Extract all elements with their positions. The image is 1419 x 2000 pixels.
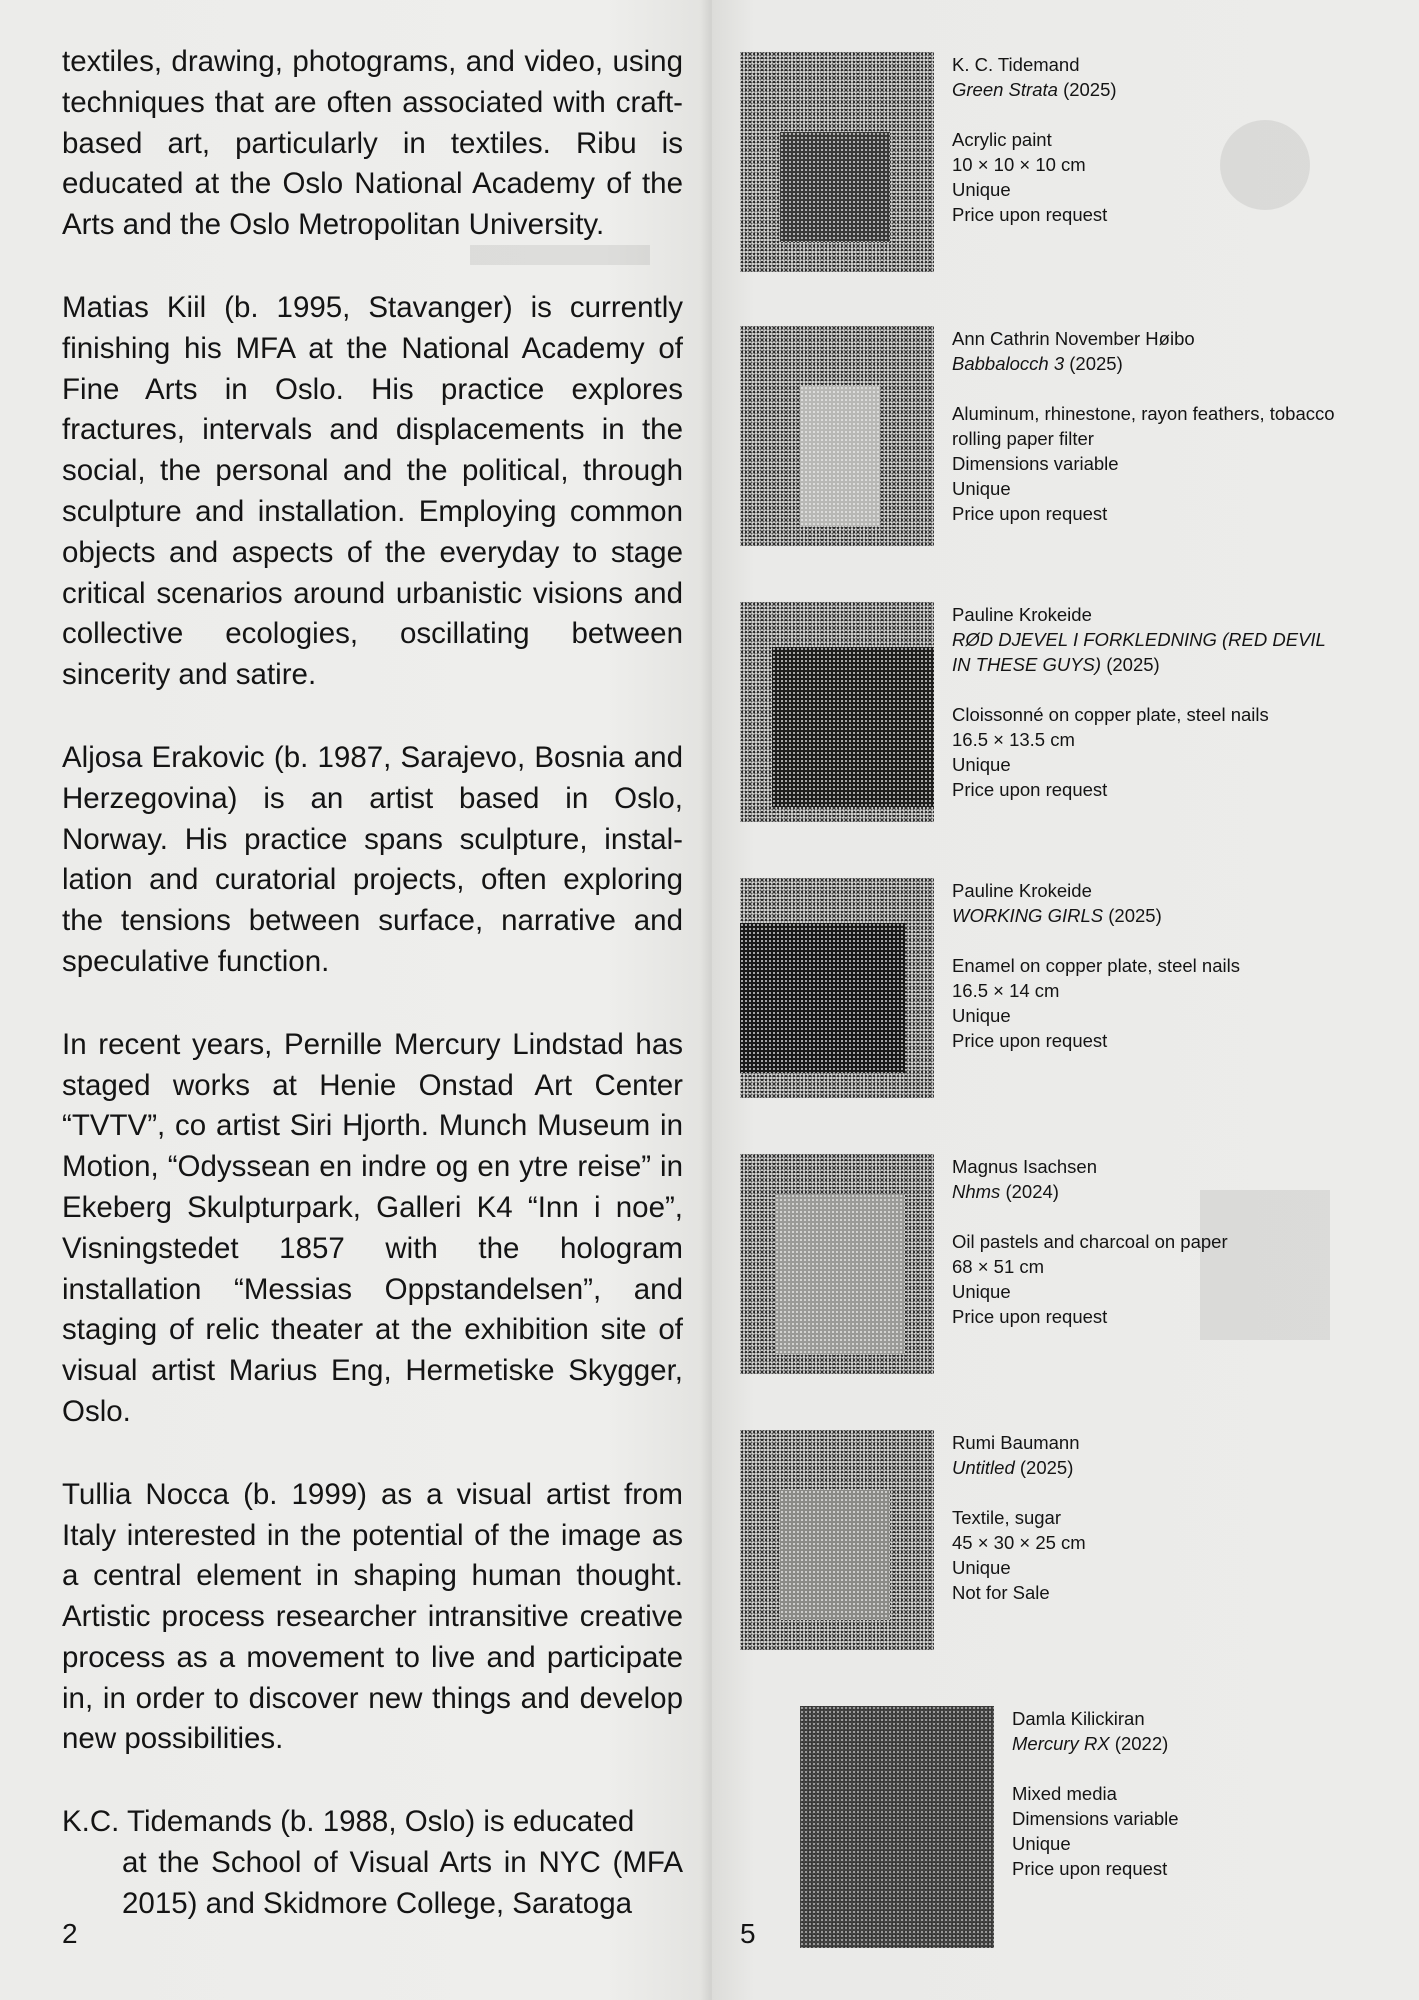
artwork-entry bbox=[740, 326, 1340, 546]
artwork-title-line bbox=[952, 1455, 1342, 1480]
artwork-entry bbox=[740, 878, 1340, 1098]
artwork-year: (2025) bbox=[1069, 353, 1123, 374]
artwork-edition: Unique bbox=[952, 478, 1011, 499]
artwork-image-detail bbox=[780, 1490, 890, 1620]
artwork-materials: Oil pastels and charcoal on paper bbox=[952, 1231, 1228, 1252]
artwork-dimensions: 45 × 30 × 25 cm bbox=[952, 1532, 1086, 1553]
artwork-materials: Aluminum, rhinestone, rayon feathers, tobacco rolling paper filter bbox=[952, 403, 1335, 449]
artwork-edition: Unique bbox=[952, 1005, 1011, 1026]
artwork-price: Price upon request bbox=[1012, 1858, 1168, 1879]
artwork-title: RØD DJEVEL I FORKLEDNING (RED DEVIL IN THESE GUYS) bbox=[952, 629, 1326, 675]
artwork-thumbnail bbox=[740, 1430, 934, 1650]
artwork-title: Babbalocch 3 bbox=[952, 353, 1065, 374]
artwork-title: Green Strata bbox=[952, 79, 1058, 100]
bio-column bbox=[62, 42, 683, 1925]
artwork-caption bbox=[952, 326, 1342, 526]
artwork-materials: Acrylic paint bbox=[952, 129, 1052, 150]
artwork-dimensions: 16.5 × 14 cm bbox=[952, 980, 1060, 1001]
artwork-thumbnail bbox=[740, 878, 934, 1098]
artist-name: Ann Cathrin November Høibo bbox=[952, 328, 1195, 349]
artwork-title-line bbox=[952, 627, 1342, 677]
artwork-dimensions: 10 × 10 × 10 cm bbox=[952, 154, 1086, 175]
artwork-year: (2022) bbox=[1114, 1733, 1169, 1754]
artwork-entry bbox=[740, 1430, 1340, 1650]
artwork-title: Nhms bbox=[952, 1181, 1001, 1202]
artwork-caption bbox=[1012, 1706, 1402, 1881]
bio-paragraph-ribu: textiles, drawing, photograms, and video, using techniques that are often associated with craft-based art, particularly in textiles. Ribu is educated at the Oslo National Academy of the Arts and the Oslo Metropolitan University. bbox=[62, 45, 683, 242]
artwork-caption bbox=[952, 1430, 1342, 1605]
bio-continuation: at the School of Visual Arts in NYC (MFA 2015) and Skidmore College, Saratoga bbox=[122, 1846, 683, 1920]
artwork-dimensions: 68 × 51 cm bbox=[952, 1256, 1045, 1277]
artwork-materials: Mixed media bbox=[1012, 1783, 1117, 1804]
artwork-edition: Unique bbox=[952, 1281, 1011, 1302]
page-number-left: 2 bbox=[62, 1918, 78, 1949]
artwork-thumbnail bbox=[740, 52, 934, 272]
artwork-dimensions: Dimensions variable bbox=[952, 453, 1119, 474]
bio-paragraph-aljosa-erakovic: Aljosa Erakovic (b. 1987, Sarajevo, Bosnia and Herzegovina) is an artist based in Oslo, Norway. His practice spans sculpture, installation and curatorial projects, often exploring the tensions between surface, narrative and speculative function. bbox=[62, 740, 683, 978]
artwork-edition: Unique bbox=[952, 754, 1011, 775]
artwork-price: Price upon request bbox=[952, 503, 1108, 524]
artwork-caption bbox=[952, 602, 1342, 802]
artwork-price: Price upon request bbox=[952, 204, 1108, 225]
artwork-materials: Enamel on copper plate, steel nails bbox=[952, 955, 1240, 976]
artwork-title-line bbox=[952, 77, 1342, 102]
bio-paragraph-matias-kiil: Matias Kiil (b. 1995, Stavanger) is currently finishing his MFA at the National Academy of Fine Arts in Oslo. His practice explores fractures, intervals and displacements in the social, the personal and the political, through sculpture and installation. Employing common objects and aspects of the everyday to stage critical scenarios around urbanistic visions and collective ecologies, oscillating between sincerity and satire. bbox=[62, 290, 683, 692]
artwork-image-detail bbox=[772, 647, 934, 807]
artwork-entry bbox=[740, 1154, 1340, 1374]
artist-name: Magnus Isachsen bbox=[952, 1156, 1098, 1177]
artwork-caption bbox=[952, 52, 1342, 227]
artwork-image-detail bbox=[780, 132, 890, 242]
artwork-edition: Unique bbox=[1012, 1833, 1071, 1854]
artist-name: Rumi Baumann bbox=[952, 1432, 1080, 1453]
artwork-thumbnail bbox=[740, 1154, 934, 1374]
artwork-title: Mercury RX bbox=[1012, 1733, 1110, 1754]
artwork-image-detail bbox=[800, 1706, 994, 1948]
artwork-thumbnail bbox=[740, 326, 934, 546]
artist-name: Pauline Krokeide bbox=[952, 880, 1092, 901]
artwork-title: Untitled bbox=[952, 1457, 1015, 1478]
artwork-price: Price upon request bbox=[952, 779, 1108, 800]
artwork-title-line bbox=[952, 903, 1342, 928]
artwork-materials: Cloissonné on copper plate, steel nails bbox=[952, 704, 1269, 725]
page-number-right: 5 bbox=[740, 1918, 756, 1949]
artwork-image-detail bbox=[740, 923, 905, 1073]
artwork-edition: Unique bbox=[952, 179, 1011, 200]
artist-name: Pauline Krokeide bbox=[952, 604, 1092, 625]
artwork-dimensions: 16.5 × 13.5 cm bbox=[952, 729, 1075, 750]
artwork-year: (2025) bbox=[1108, 905, 1162, 926]
artwork-caption bbox=[952, 878, 1342, 1053]
artwork-materials: Textile, sugar bbox=[952, 1507, 1061, 1528]
artwork-entry bbox=[740, 52, 1340, 272]
bio-first-line: K.C. Tidemands (b. 1988, Oslo) is educated bbox=[62, 1805, 635, 1839]
bio-paragraph-kc-tidemands bbox=[62, 1802, 683, 1924]
artwork-caption bbox=[952, 1154, 1342, 1329]
artwork-thumbnail bbox=[740, 602, 934, 822]
artwork-edition: Unique bbox=[952, 1557, 1011, 1578]
artwork-title-line bbox=[1012, 1731, 1402, 1756]
artwork-title-line bbox=[952, 1179, 1342, 1204]
artwork-image-detail bbox=[775, 1194, 905, 1354]
artwork-price: Price upon request bbox=[952, 1030, 1108, 1051]
artwork-title-line bbox=[952, 351, 1342, 376]
artwork-year: (2025) bbox=[1106, 654, 1160, 675]
artwork-thumbnail bbox=[800, 1706, 994, 1948]
artwork-dimensions: Dimensions variable bbox=[1012, 1808, 1179, 1829]
artist-name: Damla Kilickiran bbox=[1012, 1708, 1145, 1729]
artwork-title: WORKING GIRLS bbox=[952, 905, 1104, 926]
artist-name: K. C. Tidemand bbox=[952, 54, 1080, 75]
artwork-entry bbox=[800, 1706, 1400, 1926]
artwork-entry bbox=[740, 602, 1340, 822]
artwork-price: Price upon request bbox=[952, 1306, 1108, 1327]
artwork-price: Not for Sale bbox=[952, 1582, 1050, 1603]
artwork-year: (2024) bbox=[1005, 1181, 1059, 1202]
artwork-year: (2025) bbox=[1019, 1457, 1074, 1478]
bio-paragraph-pernille-lindstad: In recent years, Pernille Mercury Lindstad has staged works at Henie Onstad Art Center “TVTV”, co artist Siri Hjorth. Munch Museum in Motion, “Odyssean en indre og en ytre reise” in Ekeberg Skulpturpark, Galleri K4 “Inn i noe”, Visningstedet 1857 with the hologram installation “Messias Oppstandelsen”, and staging of relic theater at the exhibition site of visual artist Marius Eng, Hermetiske Skygger, Oslo. bbox=[62, 1027, 683, 1428]
artwork-year: (2025) bbox=[1063, 79, 1117, 100]
bio-paragraph-tullia-nocca: Tullia Nocca (b. 1999) as a visual artist from Italy interested in the potential of the image as a central element in shaping human thought. Artistic process researcher intransitive creative process as a movement to live and participate in, in order to discover new things and develop new possibilities. bbox=[62, 1477, 683, 1756]
artwork-image-detail bbox=[800, 386, 880, 526]
